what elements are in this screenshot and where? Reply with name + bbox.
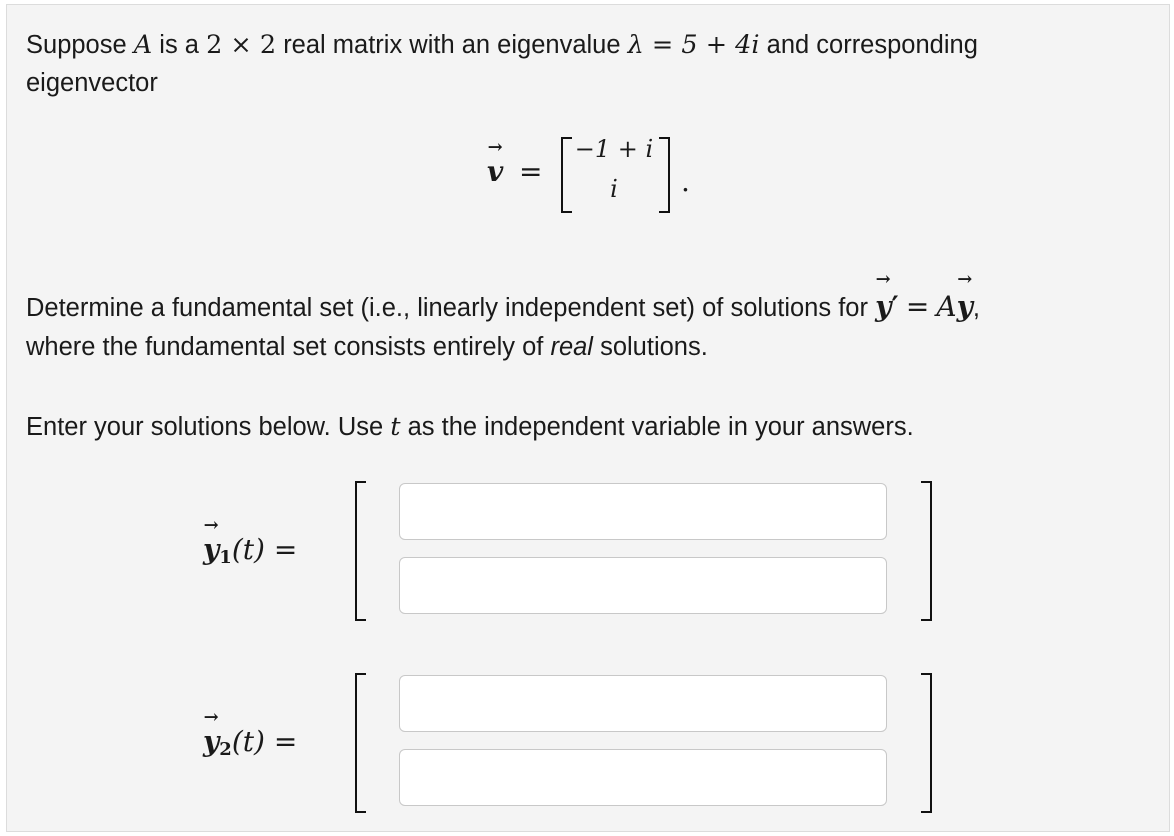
vector-entry-2: i [610, 175, 618, 203]
answer-y1-entry-1-input[interactable] [399, 483, 887, 540]
right-bracket [659, 137, 670, 213]
ode-lhs: → y [875, 269, 892, 323]
answer-y1-right-bracket [921, 481, 932, 621]
vector-arrow-icon: → [203, 515, 219, 536]
problem-panel [6, 4, 1170, 832]
determine-line-2: where the fundamental set consists entirely of real solutions. [26, 333, 708, 361]
answer-y1-label: → $y_1(t)$ = [203, 515, 298, 568]
answer-y2-right-bracket [921, 673, 932, 813]
vector-arrow-icon: → [957, 269, 973, 290]
ode-rhs-vector: → y [956, 269, 973, 323]
answer-y1-entry-2-input[interactable] [399, 557, 887, 614]
eigenvector-display: → v = −1 + i i . [487, 133, 707, 213]
eigenvalue: λ = 5 + 4i [627, 30, 760, 60]
answer-y2-left-bracket [355, 673, 366, 813]
eigenvector-label: → v [487, 137, 504, 188]
vector-arrow-icon: → [875, 269, 891, 290]
vector-arrow-icon: → [203, 707, 219, 728]
determine-line-1: Determine a fundamental set (i.e., linearly independent set) of solutions for → y′ = A → y, [26, 287, 980, 328]
instructions: Enter your solutions below. Use t as the independent variable in your answers. [26, 412, 914, 442]
answer-y2-entry-1-input[interactable] [399, 675, 887, 732]
vector-arrow-icon: → [487, 137, 503, 158]
vector-entry-1: −1 + i [574, 135, 654, 163]
answer-y1-left-bracket [355, 481, 366, 621]
answer-y2-label: → $y_2(t)$ = [203, 707, 298, 760]
problem-statement-line-2: eigenvector [26, 69, 158, 97]
problem-statement-line-1: Suppose A is a 2 × 2 real matrix with an eigenvalue λ = 5 + 4i and corresponding [26, 30, 978, 60]
answer-y2-entry-2-input[interactable] [399, 749, 887, 806]
